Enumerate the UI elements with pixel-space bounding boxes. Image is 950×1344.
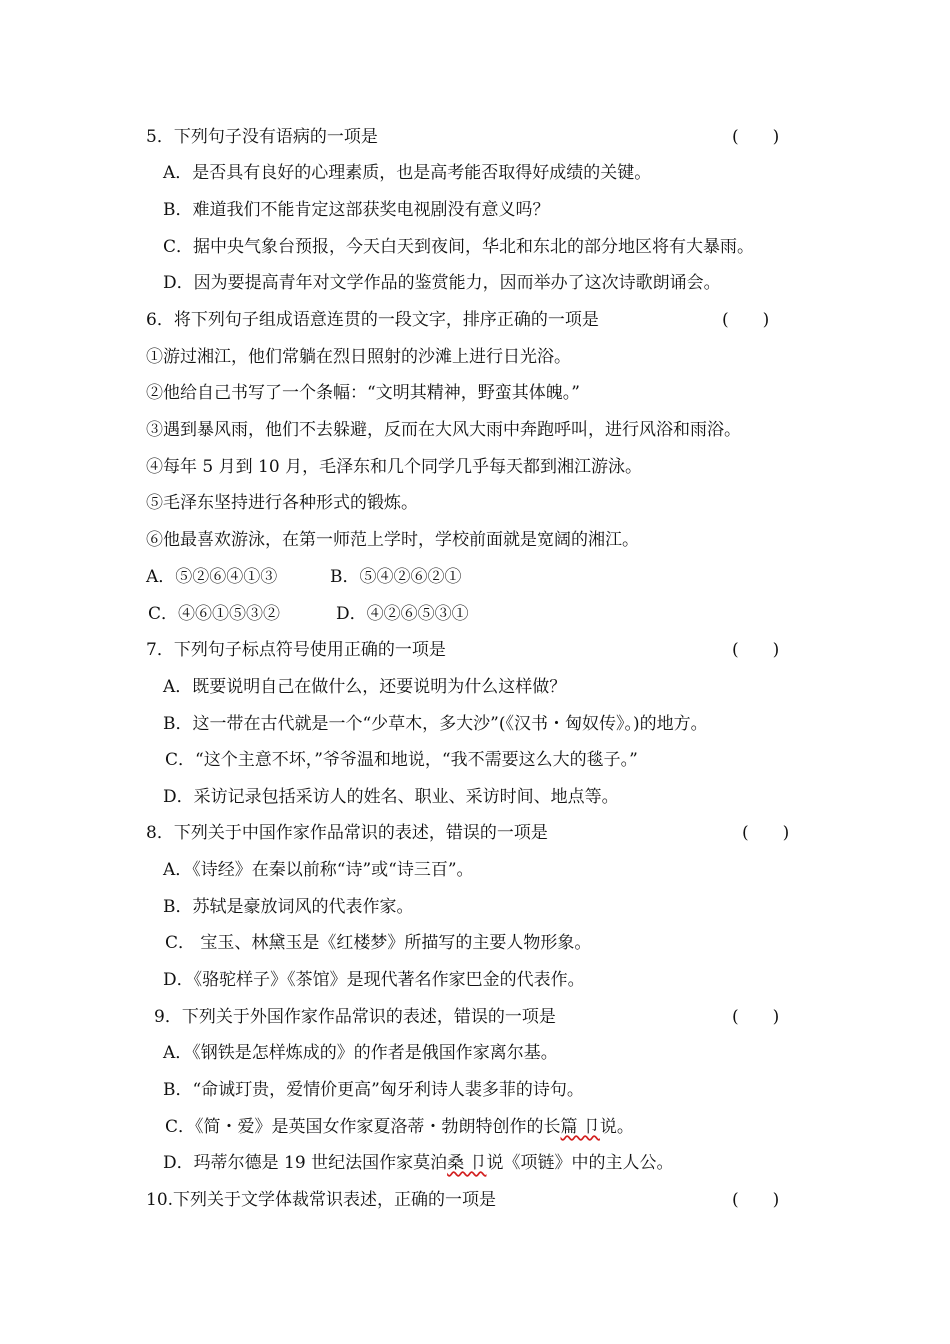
q6-sentence-5: ⑤毛泽东坚持进行各种形式的锻炼。 [146, 493, 418, 513]
q6-option-a: A．⑤②⑥④①③ [146, 567, 278, 587]
q5-option-a: A．是否具有良好的心理素质，也是高考能否取得好成绩的关键。 [163, 163, 652, 183]
q7-option-a: A．既要说明自己在做什么，还要说明为什么这样做？ [163, 677, 567, 697]
q6-sentence-2: ②他给自己书写了一个条幅：“文明其精神，野蛮其体魄。” [146, 383, 580, 403]
question-5-stem: 5．下列句子没有语病的一项是 [146, 127, 378, 147]
q6-sentence-6: ⑥他最喜欢游泳，在第一师范上学时，学校前面就是宽阔的湘江。 [146, 530, 639, 550]
q9-option-a: A．《钢铁是怎样炼成的》的作者是俄国作家离尔基。 [163, 1043, 558, 1063]
q9-option-d: D．玛蒂尔德是 19 世纪法国作家莫泊桑 卩说《项链》中的主人公。 [163, 1153, 674, 1173]
spellcheck-underline: 篇 卩 [560, 1117, 600, 1137]
q8-option-d: D．《骆驼样子》《茶馆》是现代著名作家巴金的代表作。 [163, 970, 585, 990]
answer-bracket-8: ( ) [742, 823, 790, 843]
q8-option-a: A．《诗经》在秦以前称“诗”或“诗三百”。 [163, 860, 474, 880]
answer-bracket-9: ( ) [732, 1007, 780, 1027]
question-9-stem: 9．下列关于外国作家作品常识的表述，错误的一项是 [154, 1007, 556, 1027]
answer-bracket-7: ( ) [732, 640, 780, 660]
q6-option-d: D．④②⑥⑤③① [336, 604, 469, 624]
q8-option-b: B．苏轼是豪放词风的代表作家。 [163, 897, 414, 917]
q5-option-b: B．难道我们不能肯定这部获奖电视剧没有意义吗？ [163, 200, 550, 220]
answer-bracket-5: ( ) [732, 127, 780, 147]
q5-option-d: D．因为要提高青年对文学作品的鉴赏能力，因而举办了这次诗歌朗诵会。 [163, 273, 721, 293]
q8-option-c: C． 宝玉、林黛玉是《红楼梦》所描写的主要人物形象。 [165, 933, 592, 953]
q7-option-c: C．“这个主意不坏，”爷爷温和地说，“我不需要这么大的毯子。” [165, 750, 638, 770]
q6-sentence-3: ③遇到暴风雨，他们不去躲避，反而在大风大雨中奔跑呼叫，进行风浴和雨浴。 [146, 420, 741, 440]
question-6-stem: 6．将下列句子组成语意连贯的一段文字，排序正确的一项是 [146, 310, 599, 330]
question-7-stem: 7．下列句子标点符号使用正确的一项是 [146, 640, 446, 660]
answer-bracket-6: ( ) [722, 310, 770, 330]
answer-bracket-10: ( ) [732, 1190, 780, 1210]
q6-option-b: B．⑤④②⑥②① [330, 567, 462, 587]
question-8-stem: 8．下列关于中国作家作品常识的表述，错误的一项是 [146, 823, 548, 843]
q9-option-b: B．“命诚玎贵，爱情价更高”匈牙利诗人裴多菲的诗句。 [163, 1080, 584, 1100]
q7-option-d: D．采访记录包括采访人的姓名、职业、采访时间、地点等。 [163, 787, 619, 807]
q9-option-c: C．《简・爱》是英国女作家夏洛蒂・勃朗特创作的长篇 卩说。 [165, 1117, 634, 1137]
question-10-stem: 10.下列关于文学体裁常识表述，正确的一项是 [146, 1190, 497, 1210]
q7-option-b: B．这一带在古代就是一个“少草木，多大沙”(《汉书・匈奴传》。)的地方。 [163, 714, 708, 734]
q5-option-c: C．据中央气象台预报，今天白天到夜间，华北和东北的部分地区将有大暴雨。 [163, 237, 755, 257]
q6-sentence-1: ①游过湘江，他们常躺在烈日照射的沙滩上进行日光浴。 [146, 347, 571, 367]
q6-option-c: C．④⑥①⑤③② [148, 604, 281, 624]
q6-sentence-4: ④每年 5 月到 10 月，毛泽东和几个同学几乎每天都到湘江游泳。 [146, 457, 643, 477]
spellcheck-underline: 桑 卩 [447, 1153, 487, 1173]
